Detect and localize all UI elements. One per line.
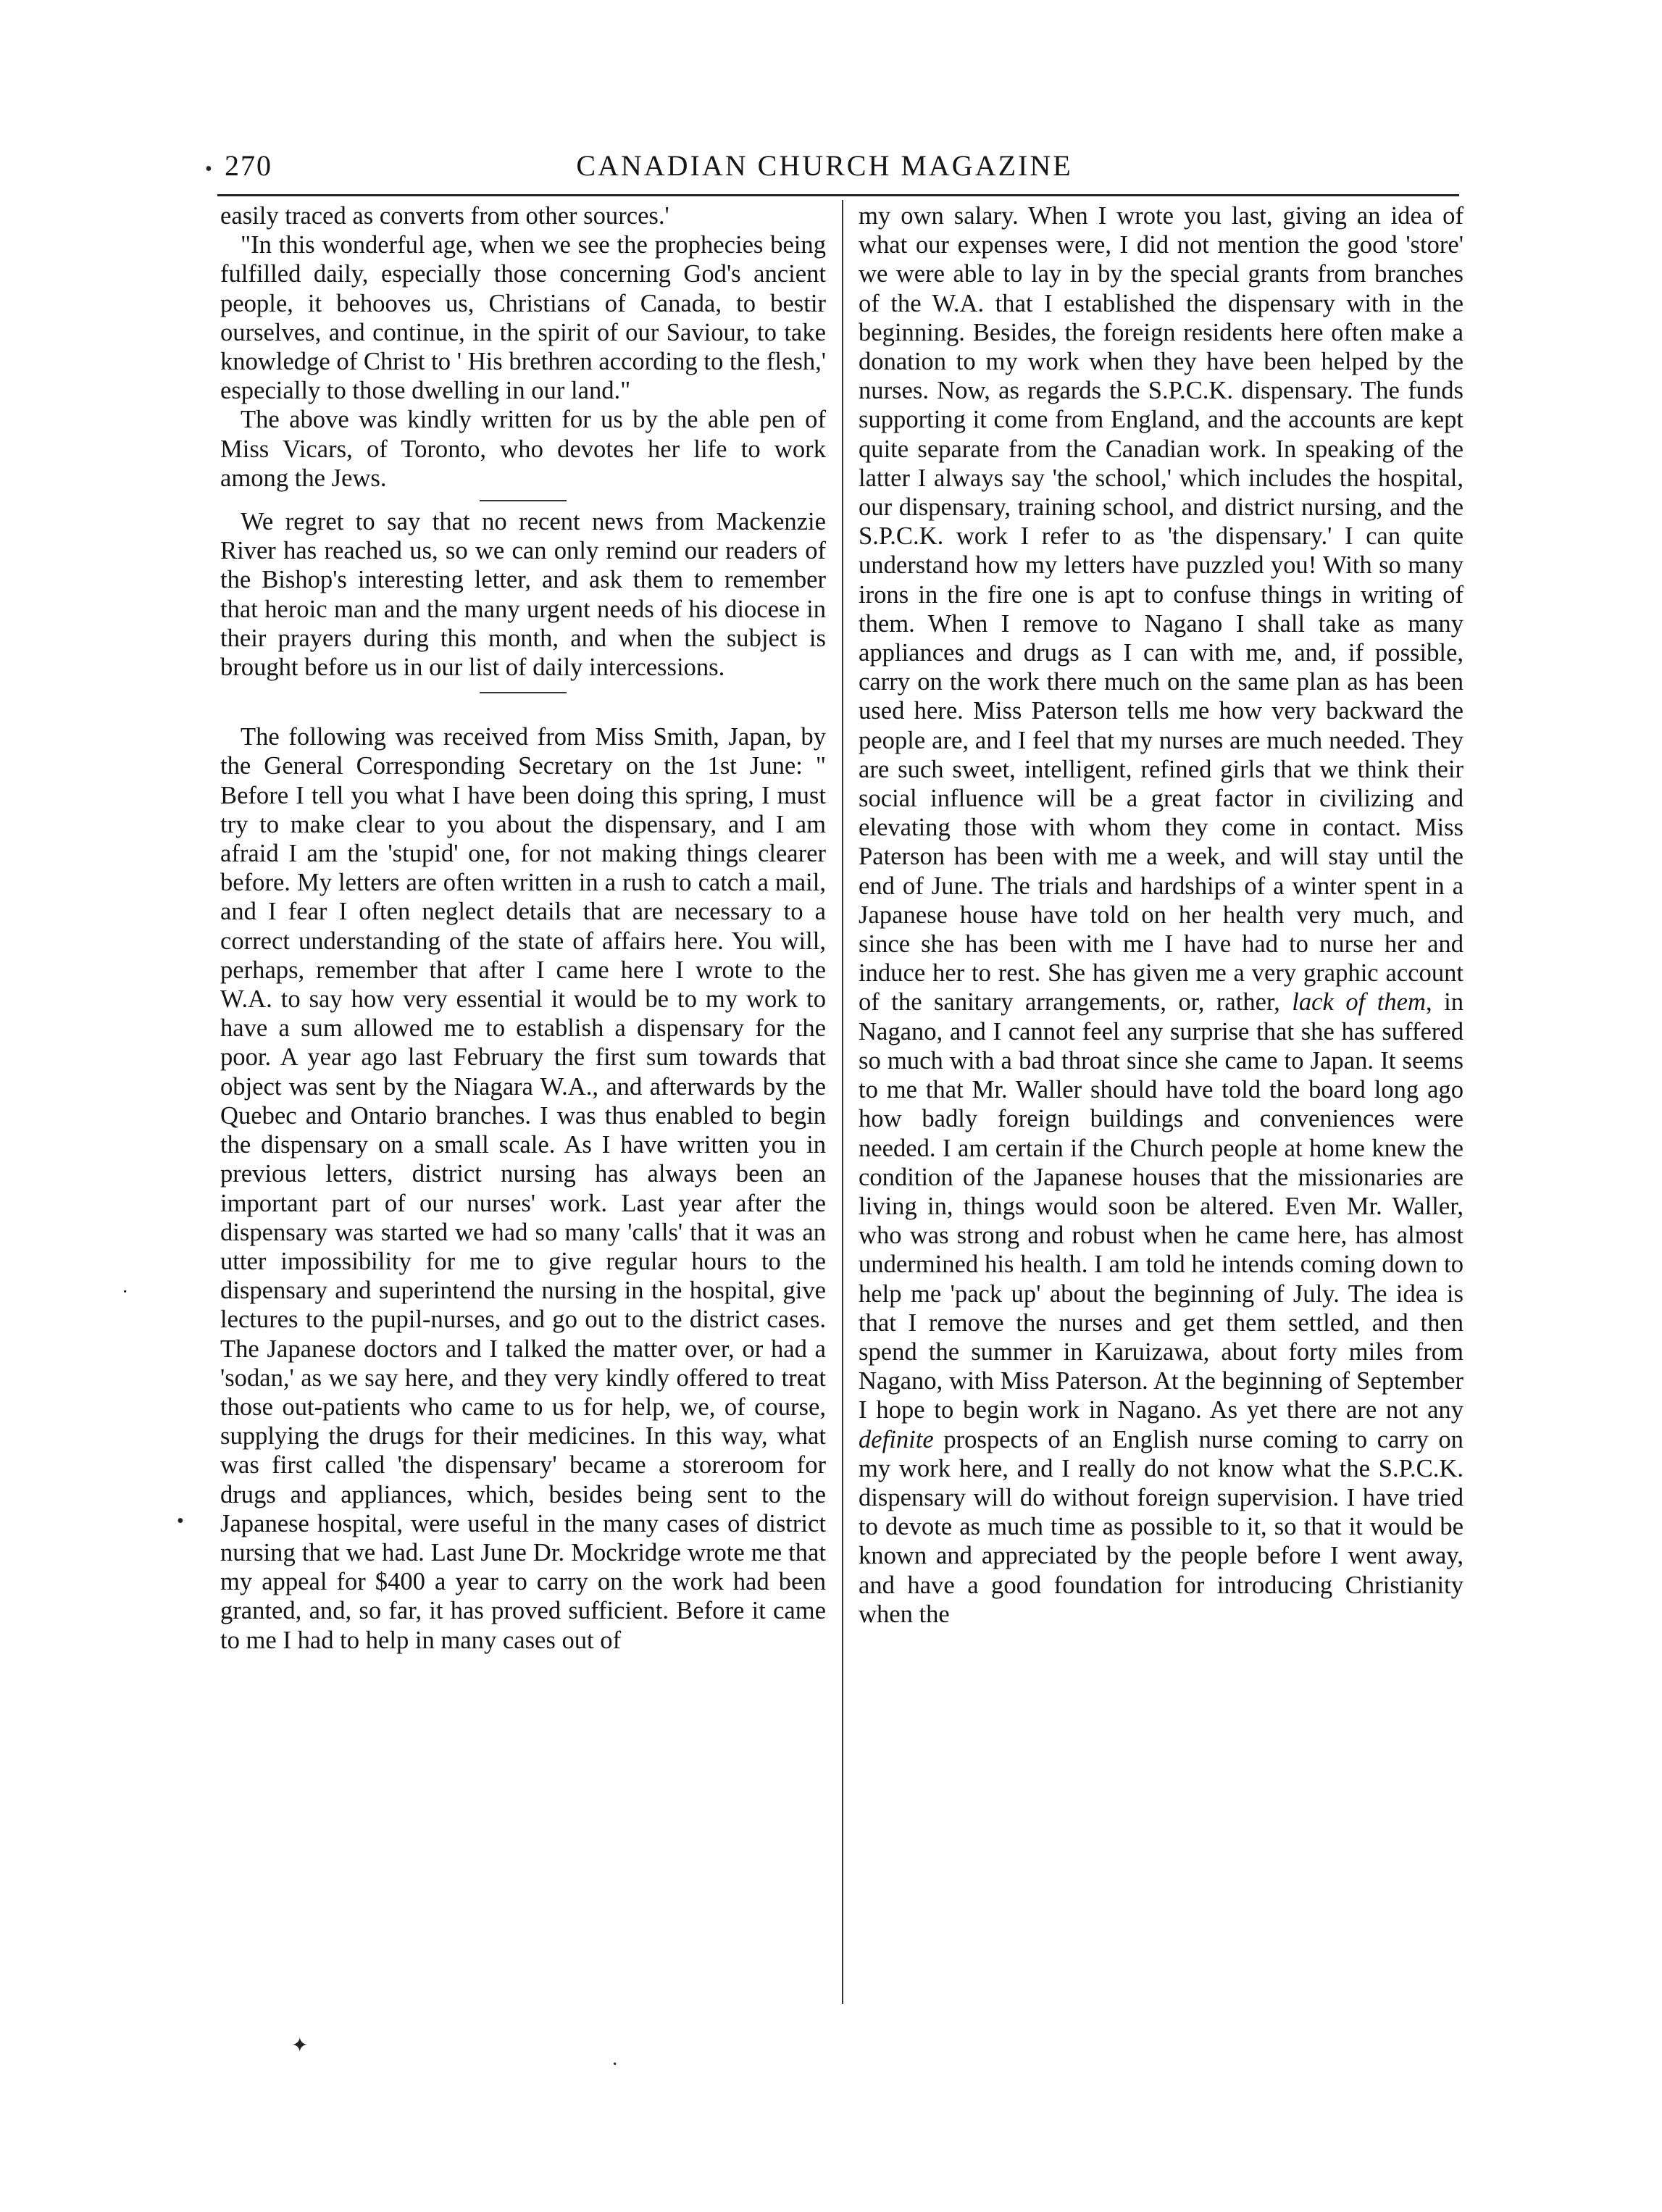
left-column — [220, 201, 826, 1655]
running-title: CANADIAN CHURCH MAGAZINE — [576, 149, 1073, 182]
print-speck: · — [611, 2053, 619, 2076]
paragraph-letter-continued — [859, 201, 1463, 1629]
paragraph-mackenzie-river: We regret to say that no recent news from Mackenzie River has reached us, so we can only remind our readers of the Bishop's interesting letter, and ask them to remember that heroic man and the many urgent needs of his diocese in their prayers during this month, and when the subject is brought before us in our list of daily intercessions. — [220, 508, 826, 682]
italic-phrase: lack of them — [1292, 988, 1426, 1017]
print-speck: · — [122, 1281, 129, 1303]
italic-word: definite — [859, 1425, 934, 1453]
text-run: my own salary. When I wrote you last, giving an idea of what our expenses were, I did not mention the good 'store' we were able to lay in by the special grants from branches of the W.A. that I established the dispensary with in the beginning. Besides, the foreign residents here often make a donation to my work when they have been helped by the nurses. Now, as regards the S.P.C.K. dispensary. The funds supporting it come from England, and the accounts are kept quite separate from the Canadian work. In speaking of the latter I always say 'the school,' which includes the hospital, our dispensary, training school, and district nursing, and the S.P.C.K. work I refer to as 'the dispensary.' I can quite understand how my letters have puzzled you! With so many irons in the fire one is apt to confuse things in writing of them. When I remove to Nagano I shall take as many appliances and drugs as I can with me, and, if possible, carry on the work there much on the same plan as has been used here. Miss Paterson tells me how very backward the people are, and I feel that my nurses are much needed. They are such sweet, intelligent, refined girls that we think their social influence will be a great factor in civilizing and elevating those with whom they come in contact. Miss Paterson has been with me a week, and will stay until the end of June. The trials and hardships of a winter spent in a Japanese house have told on her health very much, and since she has been with me I have had to nurse her and induce her to rest. She has given me a very graphic account of the sanitary arrangements, or, rather, — [859, 202, 1463, 1017]
paragraph-continuation: easily traced as converts from other sources.' — [220, 202, 669, 230]
paragraph-attribution: The above was kindly written for us by the able pen of Miss Vicars, of Toronto, who devotes her life to work among the Jews. — [220, 406, 826, 492]
print-speck: • — [205, 158, 212, 180]
column-divider — [842, 200, 843, 2004]
print-speck: ✦ — [291, 2034, 309, 2057]
right-column — [859, 201, 1463, 1629]
header-rule — [217, 194, 1459, 196]
section-divider — [480, 500, 567, 501]
text-run: , in Nagano, and I cannot feel any surprise that she has suffered so much with a bad throat since she came to Japan. It seems to me that Mr. Waller should have told the board long ago how badly foreign buildings and conveniences were needed. I am certain if the Church people at home knew the condition of the Japanese houses that the missionaries are living in, things would soon be altered. Even Mr. Waller, who was strong and robust when he came here, has almost undermined his health. I am told he intends coming down to help me 'pack up' about the beginning of July. The idea is that I remove the nurses and get them settled, and then spend the summer in Karuizawa, about forty miles from Nagano, with Miss Paterson. At the beginning of September I hope to begin work in Nagano. As yet there are not any — [859, 988, 1463, 1424]
text-run: prospects of an English nurse coming to carry on my work here, and I really do not know what the S.P.C.K. dispensary will do without foreign supervision. I have tried to devote as much time as possible to it, so that it would be known and appreciated by the people before I went away, and have a good foundation for introducing Christianity when the — [859, 1425, 1463, 1628]
paragraph-miss-smith-letter: The following was received from Miss Smith, Japan, by the General Corresponding Secretary on the 1st June: " Before I tell you what I have been doing this spring, I must try to make clear to you about the dispensary, and I am afraid I am the 'stupid' one, for not making things clearer before. My letters are often written in a rush to catch a mail, and I fear I often neglect details that are necessary to a correct understanding of the state of affairs here. You will, perhaps, remember that after I came here I wrote to the W.A. to say how very essential it would be to my work to have a sum allowed me to establish a dispensary for the poor. A year ago last February the first sum towards that object was sent by the Niagara W.A., and afterwards by the Quebec and Ontario branches. I was thus enabled to begin the dispensary on a small scale. As I have written you in previous letters, district nursing has always been an important part of our nurses' work. Last year after the dispensary was started we had so many 'calls' that it was an utter impossibility for me to give regular hours to the dispensary and superintend the nursing in the hospital, give lectures to the pupil-nurses, and go out to the district cases. The Japanese doctors and I talked the matter over, or had a 'sodan,' as we say here, and they very kindly offered to treat those out-patients who came to us for help, we, of course, supplying the drugs for their medicines. In this way, what was first called 'the dispensary' became a storeroom for drugs and appliances, which, besides being sent to the Japanese hospital, were useful in the many cases of district nursing that we had. Last June Dr. Mockridge wrote me that my appeal for $400 a year to carry on the work had been granted, and, so far, it has proved sufficient. Before it came to me I had to help in many cases out of — [220, 723, 826, 1654]
page-number: 270 — [225, 149, 272, 182]
section-divider — [480, 692, 567, 693]
page-header — [196, 149, 1453, 199]
print-speck: • — [177, 1510, 184, 1532]
paragraph-quote: "In this wonderful age, when we see the prophecies being fulfilled daily, especially those concerning God's ancient people, it behooves us, Christians of Canada, to bestir ourselves, and continue, in the spirit of our Saviour, to take knowledge of Christ to ' His brethren according to the flesh,' especially to those dwelling in our land." — [220, 231, 826, 405]
